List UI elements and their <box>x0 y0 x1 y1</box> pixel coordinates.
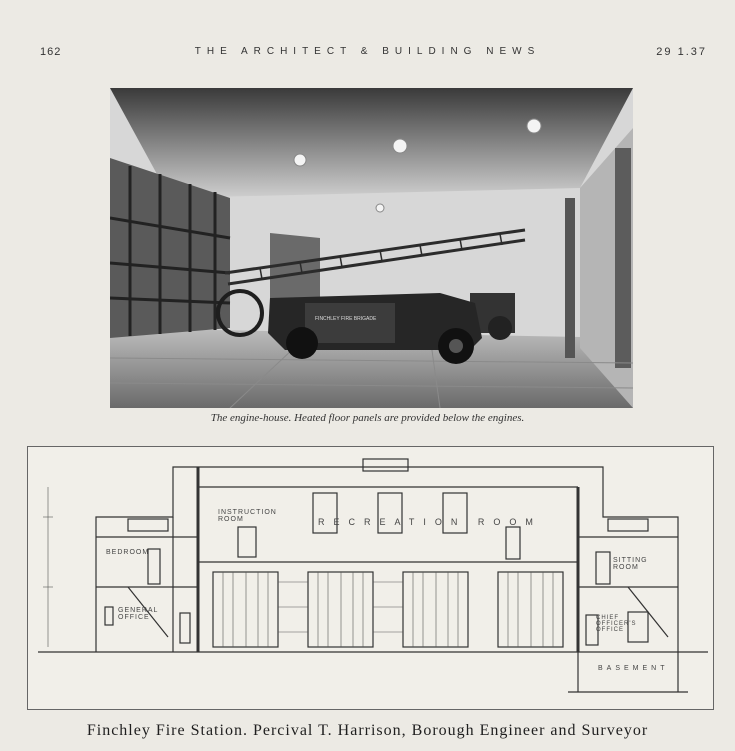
page-number: 162 <box>40 46 62 58</box>
engine-house-photo <box>110 88 633 408</box>
issue-date: 29 1.37 <box>656 46 707 58</box>
general-office-label: GENERAL OFFICE <box>118 607 159 621</box>
basement-label: BASEMENT <box>598 665 669 672</box>
chief-officers-office-label: CHIEF OFFICER'S OFFICE <box>596 615 637 633</box>
instruction-room-label: INSTRUCTION ROOM <box>218 509 277 523</box>
sitting-room-label: SITTING ROOM <box>613 557 648 571</box>
bedroom-label: BEDROOM <box>106 549 150 556</box>
recreation-room-label: RECREATION ROOM <box>318 517 542 527</box>
page-footer-title: Finchley Fire Station. Percival T. Harrison, Borough Engineer and Surveyor <box>86 722 649 739</box>
journal-title: THE ARCHITECT & BUILDING NEWS <box>194 46 541 57</box>
photo-caption: The engine-house. Heated floor panels are provided below the engines. <box>210 412 525 424</box>
section-drawing <box>27 446 714 710</box>
truck-lettering: FINCHLEY FIRE BRIGADE <box>315 316 377 322</box>
